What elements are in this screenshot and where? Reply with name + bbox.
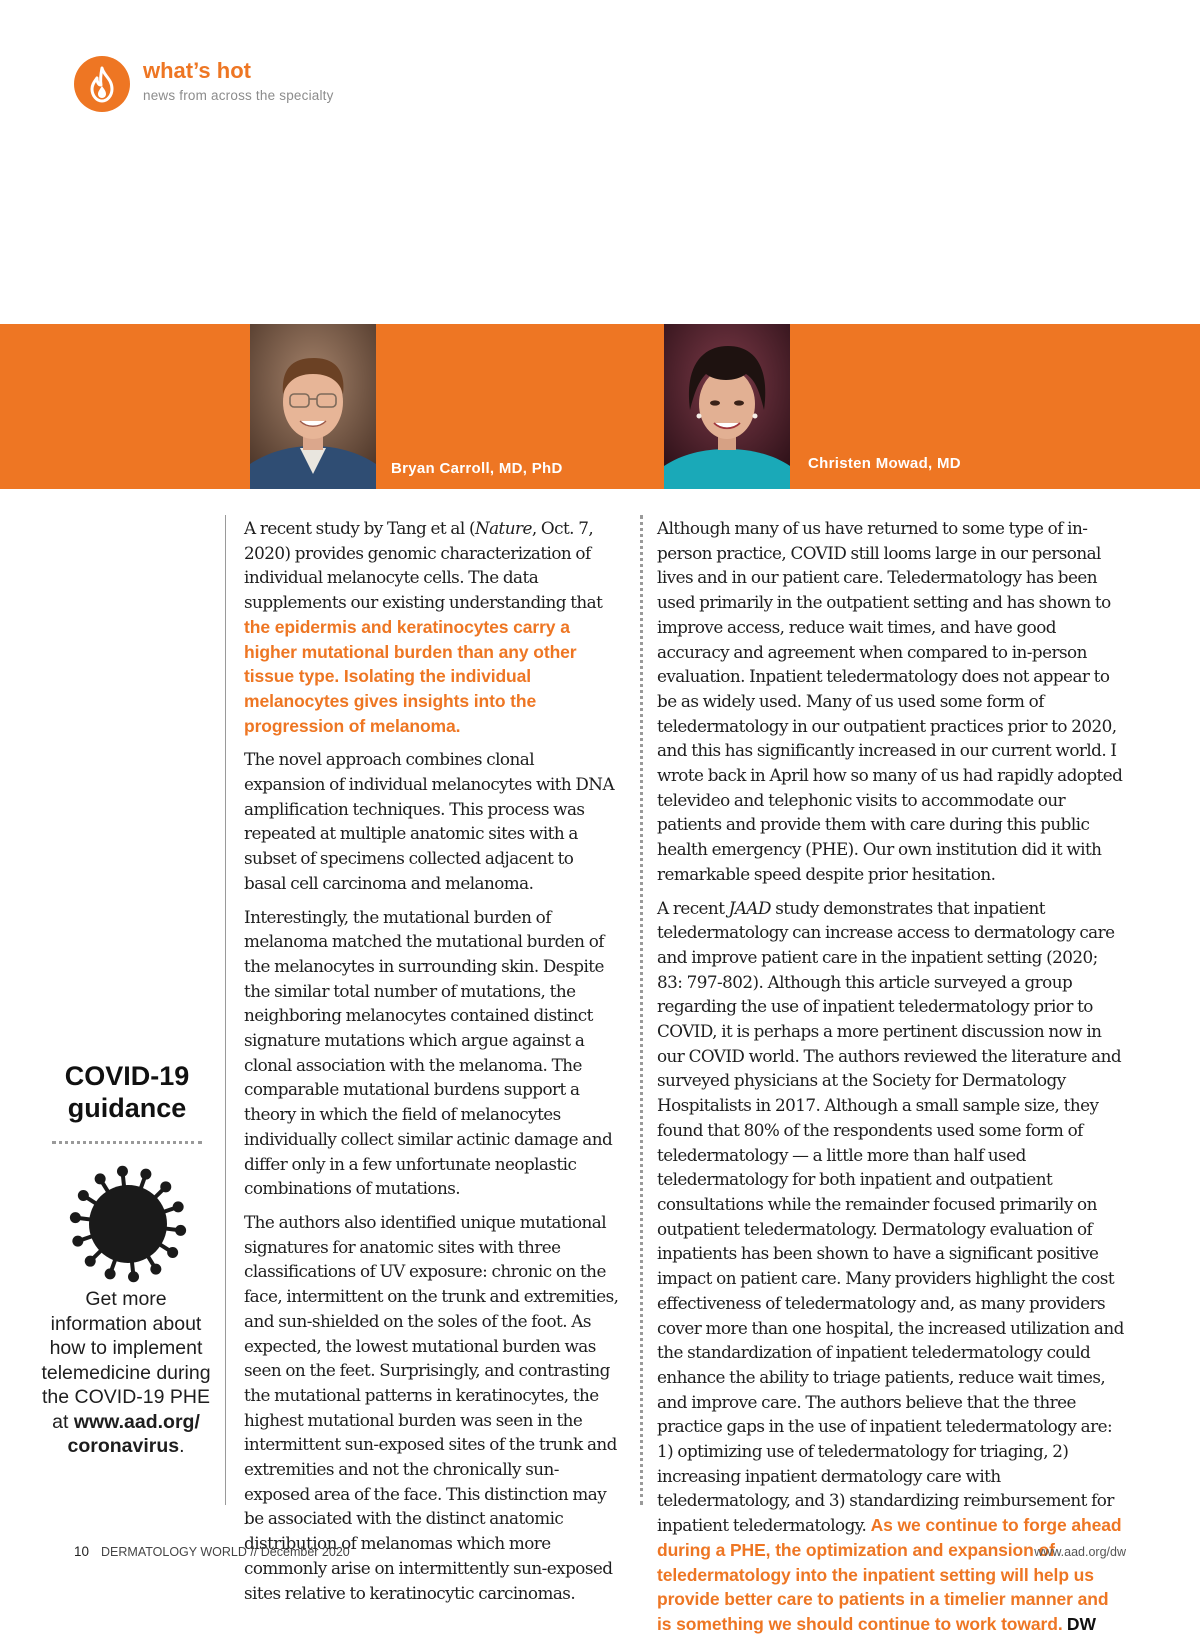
publication-info: DERMATOLOGY WORLD // December 2020 [101,1545,350,1559]
carroll-paragraph-4: The authors also identified unique mutational signatures for anatomic sites with three classifications of UV exposure: chronic on the face, intermittent on the trunk and extremities, and sun-shielded on the soles of the foot. As expected, the lowest mutational burden was seen on the feet. Surprisingly, and contrasting the mutational patterns in keratinocytes, the highest mutational burden was seen in the intermittent sun-exposed sites of the trunk and extremities and not the chronically sun-exposed area of the face. This distinction may be associated with the distinct anatomic distribution of melanomas which more commonly arise on intermittently sun-exposed sites relative to keratinocytic carcinomas. [244,1211,619,1603]
covid-guidance-body: Get more information about how to implement telemedicine during the COVID-19 PHE [41,1288,211,1408]
author-photo-carroll [250,324,376,489]
column-rule-middle [640,515,643,1505]
article-mowad [657,516,1127,1646]
coronavirus-link-part2[interactable]: coronavirus [67,1435,180,1457]
footer-left [74,1544,350,1559]
covid-guidance-at: at [52,1410,69,1433]
covid-title-line2: guidance [67,1093,187,1123]
covid-guidance-title [52,1060,202,1124]
author-caption-mowad: Christen Mowad, MD [808,455,961,472]
coronavirus-link-part1[interactable]: www.aad.org/ [73,1410,200,1433]
dw-signature: DW [1066,1613,1097,1634]
mowad-highlight: As we continue to forge ahead during a PHE, the optimization and expansion of teledermatology into the inpatient setting will help us provide better care to patients in a timelier manner and is something we should continue to work toward. [657,1515,1122,1634]
section-title: what’s hot [143,58,251,83]
author-caption-carroll: Bryan Carroll, MD, PhD [391,460,563,477]
author-photo-mowad [664,324,790,489]
article-carroll [244,516,619,1614]
mowad-paragraph-2: A recent JAAD study demonstrates that inpatient teledermatology can increase access to dermatology care and improve patient care in the inpatient setting (2020; 83: 797-802). Although this article surveyed a group regarding the use of inpatient teledermatology prior to COVID, it is perhaps a more pertinent discussion now in our COVID world. The authors reviewed the literature and surveyed physicians at the Society for Dermatology Hospitalists in 2017. Although a small sample size, they found that 80% of the respondents used some form of teledermatology — a little more than half used teledermatology for both inpatient and outpatient consultations while the remainder focused primarily on outpatient teledermatology. Dermatology evaluation of inpatients has been shown to have a significant positive impact on patient care. Many providers highlight the cost effectiveness of teledermatology and, as many providers cover more than one hospital, the increased utilization and the standardization of inpatient teledermatology could enhance the ability to triage patients, reduce wait times, and improve care. The authors believe that the three practice gaps in the use of inpatient teledermatology are: 1) optimizing use of teledermatology for triaging, 2) increasing inpatient dermatology care with teledermatology, and 3) standardizing reimbursement for inpatient teledermatology. As we continue to forge ahead during a PHE, the optimization and expansion of teledermatology into the inpatient setting will help us provide better care to patients in a timelier manner and is something we should continue to work toward. DW [657,897,1124,1634]
covid-guidance-text [40,1287,212,1459]
flame-logo [74,56,130,112]
flame-icon [74,56,130,112]
journal-name-nature: Nature [474,518,532,538]
footer-url[interactable]: www.aad.org/dw [1034,1545,1126,1559]
column-rule-left [225,515,226,1505]
carroll-paragraph-1: A recent study by Tang et al (Nature, Oct. 7, 2020) provides genomic characterization of individual melanocyte cells. The data supplements our existing understanding that the epidermis and keratinocytes carry a higher mutational burden than any other tissue type. Isolating the individual melanocytes gives insights into the progression of melanoma. [244,518,603,736]
carroll-highlight: the epidermis and keratinocytes carry a higher mutational burden than any other tissue type. Isolating the individual melanocytes gives insights into the progression of melanoma. [244,616,577,736]
journal-name-jaad: JAAD [728,897,771,918]
virus-icon [66,1162,190,1286]
mowad-paragraph-1: Although many of us have returned to some type of in-person practice, COVID still looms large in our personal lives and in our patient care. Teledermatology has been used primarily in the outpatient setting and has shown to improve access, reduce wait times, and have good accuracy and agreement when compared to in-person evaluation. Inpatient teledermatology does not appear to be as widely used. Many of us used some form of teledermatology in our outpatient practices prior to 2020, and this has significantly increased in our current world. I wrote back in April how so many of us had rapidly adopted televideo and telephonic visits to accommodate our patients and provide them with care during this public health emergency (PHE). Our own institution did it with remarkable speed despite prior hesitation. [657,518,1123,884]
sidebar-divider [52,1141,202,1144]
section-subtitle: news from across the specialty [143,88,334,103]
link-period: . [179,1435,185,1457]
page-number: 10 [74,1544,90,1559]
author-band [0,324,1200,489]
carroll-paragraph-3: Interestingly, the mutational burden of melanoma matched the mutational burden of the melanocytes in surrounding skin. Despite the similar total number of mutations, the neighboring melanocytes contained distinct signature mutations which argue against a clonal association with the melanoma. The comparable mutational burdens support a theory in which the field of melanocytes individually collect similar actinic damage and differ only in a few unfortunate neoplastic combinations of mutations. [244,906,613,1199]
covid-title-line1: COVID-19 [64,1061,190,1091]
carroll-paragraph-2: The novel approach combines clonal expansion of individual melanocytes with DNA amplification techniques. This process was repeated at multiple anatomic sites with a subset of specimens collected adjacent to basal cell carcinoma and melanoma. [244,749,615,893]
